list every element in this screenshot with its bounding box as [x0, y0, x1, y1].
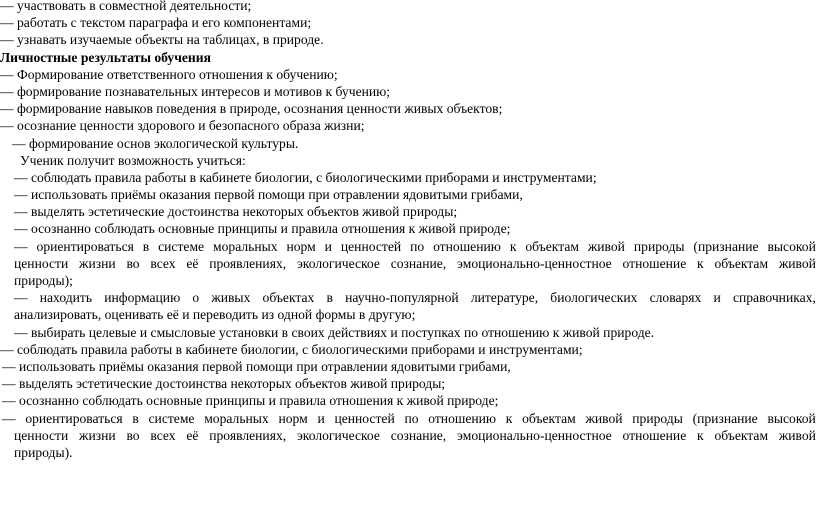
word: находить — [39, 290, 93, 306]
text-line: — осознанно соблюдать основные принципы и правила отношения к живой природе; — [14, 221, 511, 237]
text-line: — использовать приёмы оказания первой помощи при отравлении ядовитыми грибами, — [2, 358, 511, 374]
word: всех — [150, 427, 176, 443]
word: отношение — [622, 255, 687, 271]
word: отношению — [433, 238, 501, 254]
word: ориентироваться — [36, 238, 134, 254]
justified-line — [0, 289, 816, 306]
word: эмоционально-ценностное — [457, 255, 612, 271]
word: объектах — [262, 290, 315, 306]
word: ценности — [14, 427, 69, 443]
word: её — [186, 427, 199, 443]
word: биологических — [550, 290, 638, 306]
text-line: — соблюдать правила работы в кабинете биологии, с биологическими приборами и инструментами; — [14, 169, 597, 185]
word: норм — [278, 410, 308, 426]
text-line: — узнавать изучаемые объекты на таблицах, в природе. — [0, 32, 324, 48]
word: ориентироваться — [25, 410, 123, 426]
word: — — [14, 238, 28, 254]
word: экологическое — [296, 255, 380, 271]
word: природы — [632, 410, 683, 426]
word: ценностей — [340, 238, 402, 254]
word: живой — [587, 238, 625, 254]
word: системе — [148, 410, 195, 426]
word: (признание — [692, 410, 758, 426]
word: природы — [633, 238, 685, 254]
word: высокой — [767, 238, 816, 254]
subheading-line: Ученик получит возможность учиться: — [20, 152, 246, 168]
word: литературе, — [470, 290, 539, 306]
word: к — [697, 427, 704, 443]
word: норм — [286, 238, 316, 254]
word: во — [126, 427, 140, 443]
text-line: — осознание ценности здорового и безопасного образа жизни; — [0, 118, 365, 134]
text-line: — работать с текстом параграфа и его компонентами; — [0, 15, 312, 31]
word: её — [186, 255, 199, 271]
word: объектам — [525, 238, 579, 254]
word: системе — [158, 238, 205, 254]
word: — — [2, 410, 16, 426]
word: жизни — [79, 427, 116, 443]
word: объектам — [714, 255, 769, 271]
word: по — [404, 410, 419, 426]
word: проявлениях, — [209, 255, 287, 271]
text-line: — соблюдать правила работы в кабинете биологии, с биологическими приборами и инструментами; — [0, 341, 583, 357]
word: живой — [778, 427, 816, 443]
word: по — [410, 238, 425, 254]
text-line: — Формирование ответственного отношения к обучению; — [0, 66, 338, 82]
text-line: — участвовать в совместной деятельности; — [0, 0, 252, 13]
word: ценности — [14, 255, 69, 271]
justified-line — [0, 427, 816, 444]
word: живой — [585, 410, 623, 426]
word: ценностей — [334, 410, 395, 426]
section-heading: Личностные результаты обучения — [0, 49, 211, 65]
text-line: — использовать приёмы оказания первой помощи при отравлении ядовитыми грибами, — [14, 187, 523, 203]
word: объектам — [714, 427, 769, 443]
word: и — [713, 290, 721, 306]
text-line: — формирование основ экологической культуры. — [12, 135, 299, 151]
justified-line — [0, 410, 816, 427]
word: моральных — [204, 410, 269, 426]
word: отношению — [428, 410, 497, 426]
word: эмоционально-ценностное — [457, 427, 612, 443]
word: научно-популярной — [345, 290, 459, 306]
word: словарях — [649, 290, 702, 306]
justified-line — [0, 238, 816, 255]
word: к — [509, 238, 517, 254]
word: справочниках, — [732, 290, 816, 306]
text-line: природы). — [14, 444, 73, 460]
word: — — [14, 290, 28, 306]
word: проявлениях, — [209, 427, 287, 443]
text-line: анализировать, оценивать её и переводить из одной формы в другую; — [14, 307, 416, 323]
word: к — [505, 410, 513, 426]
word: (признание — [693, 238, 759, 254]
word: объектам — [522, 410, 576, 426]
text-line: — формирование познавательных интересов и мотивов к бучению; — [0, 83, 391, 99]
word: экологическое — [296, 427, 380, 443]
word: информацию — [104, 290, 181, 306]
word: высокой — [767, 410, 816, 426]
word: о — [192, 290, 200, 306]
word: во — [126, 255, 140, 271]
word: сознание, — [390, 255, 447, 271]
text-line: — выделять эстетические достоинства некоторых объектов живой природы; — [14, 204, 458, 220]
text-line: — выбирать целевые и смысловые установки в своих действиях и поступках по отношению к живой природе. — [14, 324, 655, 340]
word: отношение — [622, 427, 687, 443]
word: и — [324, 238, 332, 254]
text-line: природы); — [14, 273, 73, 288]
word: в — [132, 410, 139, 426]
word: сознание, — [390, 427, 447, 443]
word: живой — [778, 255, 816, 271]
word: всех — [150, 255, 176, 271]
justified-line — [0, 255, 816, 272]
text-line: — выделять эстетические достоинства некоторых объектов живой природы; — [2, 376, 446, 392]
word: в — [326, 290, 333, 306]
word: жизни — [79, 255, 116, 271]
text-line: — осознанно соблюдать основные принципы и правила отношения к живой природе; — [2, 393, 499, 409]
text-line: — формирование навыков поведения в природе, осознания ценности живых объектов; — [0, 101, 503, 117]
word: и — [317, 410, 325, 426]
word: к — [697, 255, 704, 271]
word: в — [142, 238, 150, 254]
word: живых — [211, 290, 251, 306]
word: моральных — [213, 238, 278, 254]
